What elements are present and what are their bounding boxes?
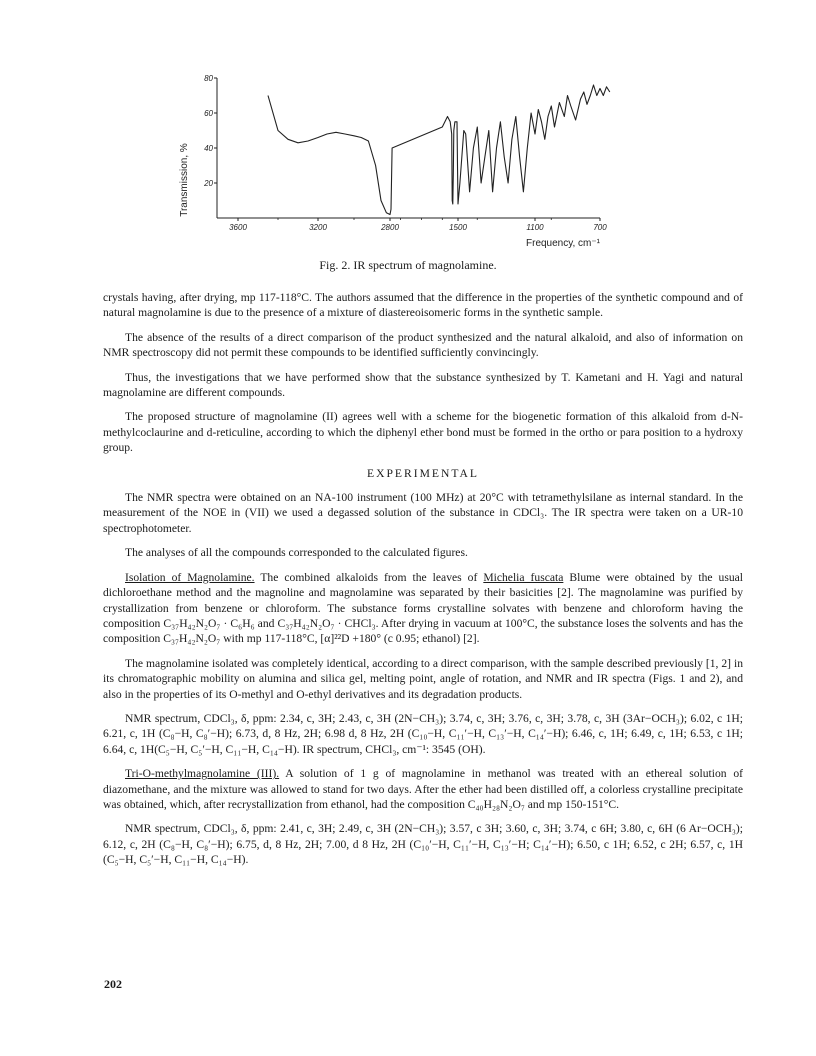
x-tick-label: 700: [593, 223, 607, 232]
spectrum-line: [268, 85, 610, 215]
species-name: Michelia fuscata: [483, 570, 564, 584]
y-tick-label: 40: [204, 144, 213, 153]
paragraph-11: NMR spectrum, CDCl₃, δ, ppm: 2.41, c, 3H; 2.49, c, 3H (2N−CH₃); 3.57, c 3H; 3.60, c, 3H; 3.74, c 6H; 3.80, c, 6H (6 Ar−OCH₃); 6.12, c, 2H (C₈−H, C₈′−H); 6.75, d, 8 Hz, 2H; 7.00, d 8 Hz, 2H (C₁₀′−H, C₁₁′−H, C₁₃′−H; C₁₄′−H); 6.50, c 1H; 6.52, c 2H; 6.57, c, 1H (C₅−H, C₅′−H, C₁₁−H, C₁₄−H).: [103, 822, 743, 867]
paragraph-7: [103, 570, 743, 647]
y-tick-label: 80: [204, 74, 213, 83]
paragraph-3: Thus, the investigations that we have performed show that the substance synthesized by T. Kametani and H. Yagi and natural magnolamine are different compounds.: [103, 370, 743, 400]
paragraph-1: crystals having, after drying, mp 117-118°C. The authors assumed that the difference in the properties of the synthetic compound and of natural magnolamine is due to the presence of a mixture of diastereoisomeric forms in the synthetic sample.: [103, 291, 743, 320]
ir-spectrum-figure: [179, 70, 615, 260]
y-tick-label: 20: [204, 179, 213, 188]
trimethyl-title: Tri-O-methylmagnolamine (III).: [125, 767, 280, 781]
paragraph-10-text: A solution of 1 g of magnolamine in methanol was treated with an ethereal solution of diazomethane, and the mixture was allowed to stand for two days. After the ether had been distilled off, a colorless crystalline precipitate was obtained, which, after recrystallization from ethanol, had the composition C₄₀H₂₈N₂O₇ and mp 150-151°C.: [103, 767, 743, 811]
body-text: [103, 290, 743, 868]
chart-axes: [217, 78, 600, 218]
section-heading: EXPERIMENTAL: [367, 466, 479, 480]
paragraph-6: The analyses of all the compounds corresponded to the calculated figures.: [125, 546, 468, 560]
isolation-title: Isolation of Magnolamine.: [125, 570, 255, 584]
paragraph-7-a: The combined alkaloids from the leaves of: [254, 570, 484, 584]
x-tick-label: 1100: [526, 223, 544, 232]
x-axis-label: Frequency, cm⁻¹: [526, 238, 600, 249]
x-tick-label: 3600: [229, 223, 247, 232]
x-tick-label: 3200: [309, 223, 327, 232]
x-ticks: [229, 218, 607, 232]
paragraph-4: The proposed structure of magnolamine (II) agrees well with a scheme for the biogenetic formation of this alkaloid from d-N-methylcoclaurine and d-reticuline, according to which the diphenyl ether bond must be formed in the ortho or para position to a hydroxy group.: [103, 410, 743, 455]
paragraph-2: The absence of the results of a direct comparison of the product synthesized and the natural alkaloid, and also of information on NMR spectroscopy did not permit these compounds to be identified sufficiently convincingly.: [103, 330, 743, 360]
paragraph-8: The magnolamine isolated was completely identical, according to a direct comparison, with the sample described previously [1, 2] in its chromatographic mobility on alumina and silica gel, melting point, angle of rotation, and NMR and IR spectra (Figs. 1 and 2), and also in the properties of its O-methyl and O-ethyl derivatives and its degradation products.: [103, 656, 743, 701]
figure-caption: Fig. 2. IR spectrum of magnolamine.: [319, 258, 497, 272]
paragraph-7-b: Blume were obtained by the usual dichloroethane method and the magnoline and magnolamine was separated by their basicities [2]. The magnolamine was purified by crystallization from benzene or chloroform. The substance forms crystalline solvates with benzene and chloroform having the composition C₃₇H₄₂N₂O₇ · C₆H₆ and C₃₇H₄₂N₂O₇ · CHCl₃. After drying in vacuum at 100°C, the substance loses the solvents and has the composition C₃₇H₄₂N₂O₇ with mp 117-118°C, [α]²²D +180° (c 0.95; ethanol) [2].: [103, 570, 744, 646]
ir-spectrum-chart: [179, 70, 615, 260]
page-number: 202: [104, 977, 122, 991]
x-tick-label: 2800: [381, 223, 399, 232]
x-tick-label: 1500: [449, 223, 467, 232]
paragraph-10: [103, 766, 743, 812]
y-axis-label: Transmission, %: [179, 143, 190, 217]
paragraph-5: The NMR spectra were obtained on an NA-100 instrument (100 MHz) at 20°C with tetramethylsilane as internal standard. In the measurement of the NOE in (VII) we used a degassed solution of the substance in CDCl₃. The IR spectra were taken on a UR-10 spectrophotometer.: [103, 491, 743, 535]
y-ticks: [203, 74, 217, 188]
y-tick-label: 60: [204, 109, 213, 118]
paragraph-9: NMR spectrum, CDCl₃, δ, ppm: 2.34, c, 3H; 2.43, c, 3H (2N−CH₃); 3.74, c, 3H; 3.76, c, 3H; 3.78, c, 3H (3Ar−OCH₃); 6.02, c 1H; 6.21, c, 1H (C₈−H, C₈′−H); 6.73, d, 8 Hz, 2H; 6.98 d, 8 Hz, 2H (C₁₀−H, C₁₁′−H, C₁₃′−H, C₁₄′−H); 6.46, c, 1H; 6.49, c, 1H; 6.53, c 1H; 6.64, c, 1H(C₅−H, C₅′−H, C₁₁−H, C₁₄−H). IR spectrum, CHCl₃, cm⁻¹: 3545 (OH).: [103, 711, 743, 756]
